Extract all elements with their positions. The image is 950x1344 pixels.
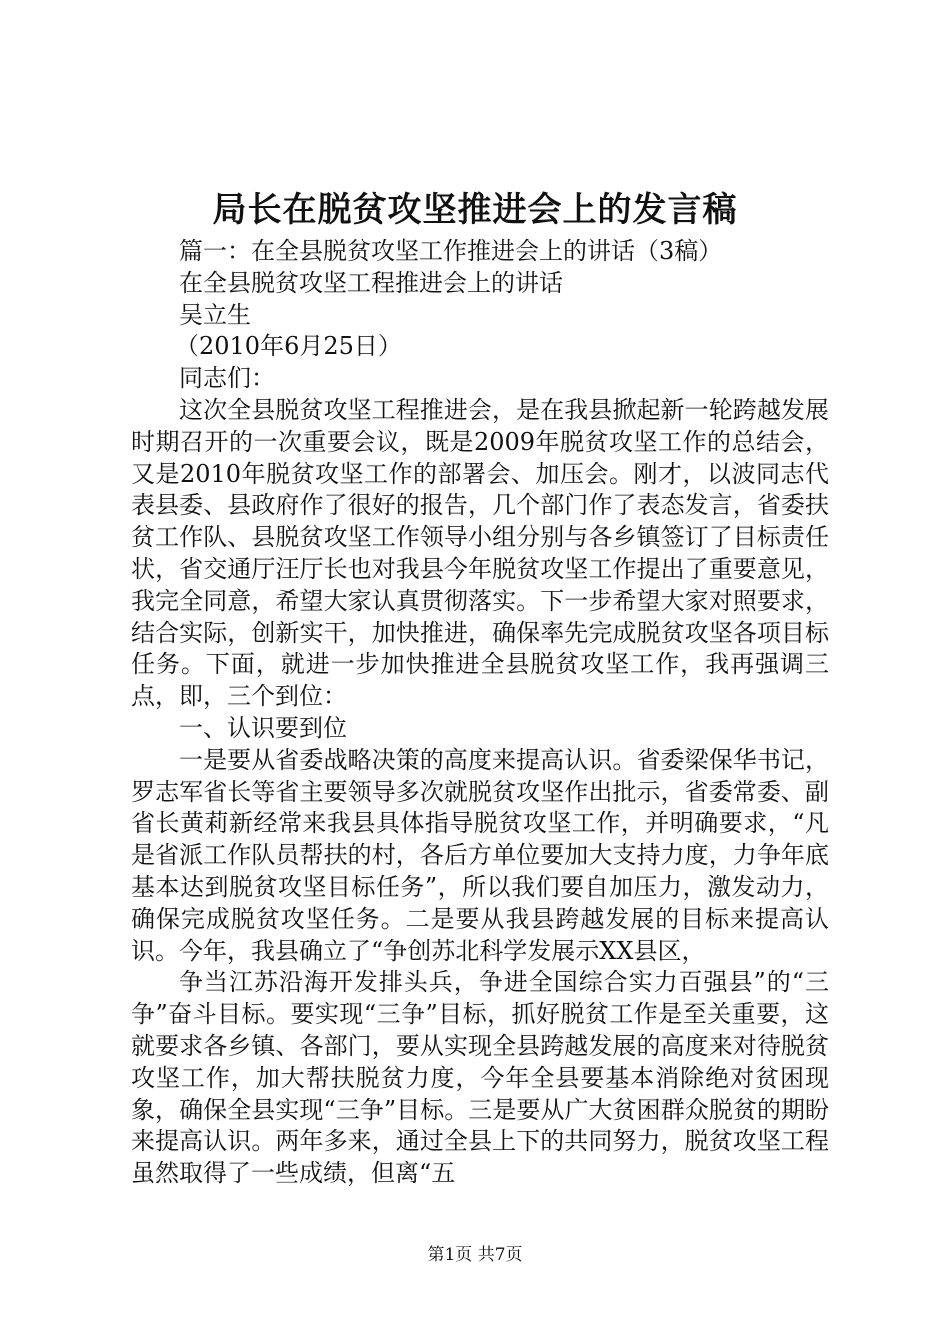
paragraph-awareness-two: 争当江苏沿海开发排头兵，争进全国综合实力百强县”的“三争”奋斗目标。要实现“三争”目标，抓好脱贫工作是至关重要，这就要求各乡镇、各部门，要从实现全县跨越发展的高度来对待脱贫攻坚工作，加大帮扶脱贫力度，今年全县要基本消除绝对贫困现象，确保全县实现“三争”目标。三是要从广大贫困群众脱贫的期盼来提高认识。两年多来，通过全县上下的共同努力，脱贫攻坚工程虽然取得了一些成绩，但离“五 [131, 968, 829, 1188]
document-title: 局长在脱贫攻坚推进会上的发言稿 [212, 190, 738, 230]
header-line-salutation: 同志们： [179, 364, 275, 393]
paragraph-awareness-one: 一是要从省委战略决策的高度来提高认识。省委梁保华书记，罗志军省长等省主要领导多次就脱贫攻坚作出批示，省委常委、副省长黄莉新经常来我县具体指导脱贫攻坚工作，并明确要求，“凡是省派工作队员帮扶的村，各后方单位要加大支持力度，力争年底基本达到脱贫攻坚目标任务”，所以我们要自加压力，激发动力，确保完成脱贫攻坚任务。二是要从我县跨越发展的目标来提高认识。今年，我县确立了“争创苏北科学发展示XX县区， [131, 745, 829, 965]
header-line-date: （2010年6月25日） [175, 332, 402, 361]
section-heading-awareness: 一、认识要到位 [179, 713, 347, 742]
header-line-speaker: 吴立生 [179, 300, 251, 329]
document-body [131, 236, 829, 1190]
header-line-part-one: 篇一：在全县脱贫攻坚工作推进会上的讲话（3稿） [179, 237, 723, 265]
page-footer: 第1页 共7页 [427, 1245, 523, 1265]
paragraph-opening: 这次全县脱贫攻坚工程推进会，是在我县掀起新一轮跨越发展时期召开的一次重要会议，既是2009年脱贫攻坚工作的总结会，又是2010年脱贫攻坚工作的部署会、加压会。刚才，以波同志代表县委、县政府作了很好的报告，几个部门作了表态发言，省委扶贫工作队、县脱贫攻坚工作领导小组分别与各乡镇签订了目标责任状，省交通厅汪厅长也对我县今年脱贫攻坚工作提出了重要意见，我完全同意，希望大家认真贯彻落实。下一步希望大家对照要求，结合实际，创新实干，加快推进，确保率先完成脱贫攻坚各项目标任务。下面，就进一步加快推进全县脱贫攻坚工作，我再强调三点，即，三个到位： [131, 395, 829, 711]
header-line-speech-title: 在全县脱贫攻坚工程推进会上的讲话 [179, 268, 563, 297]
